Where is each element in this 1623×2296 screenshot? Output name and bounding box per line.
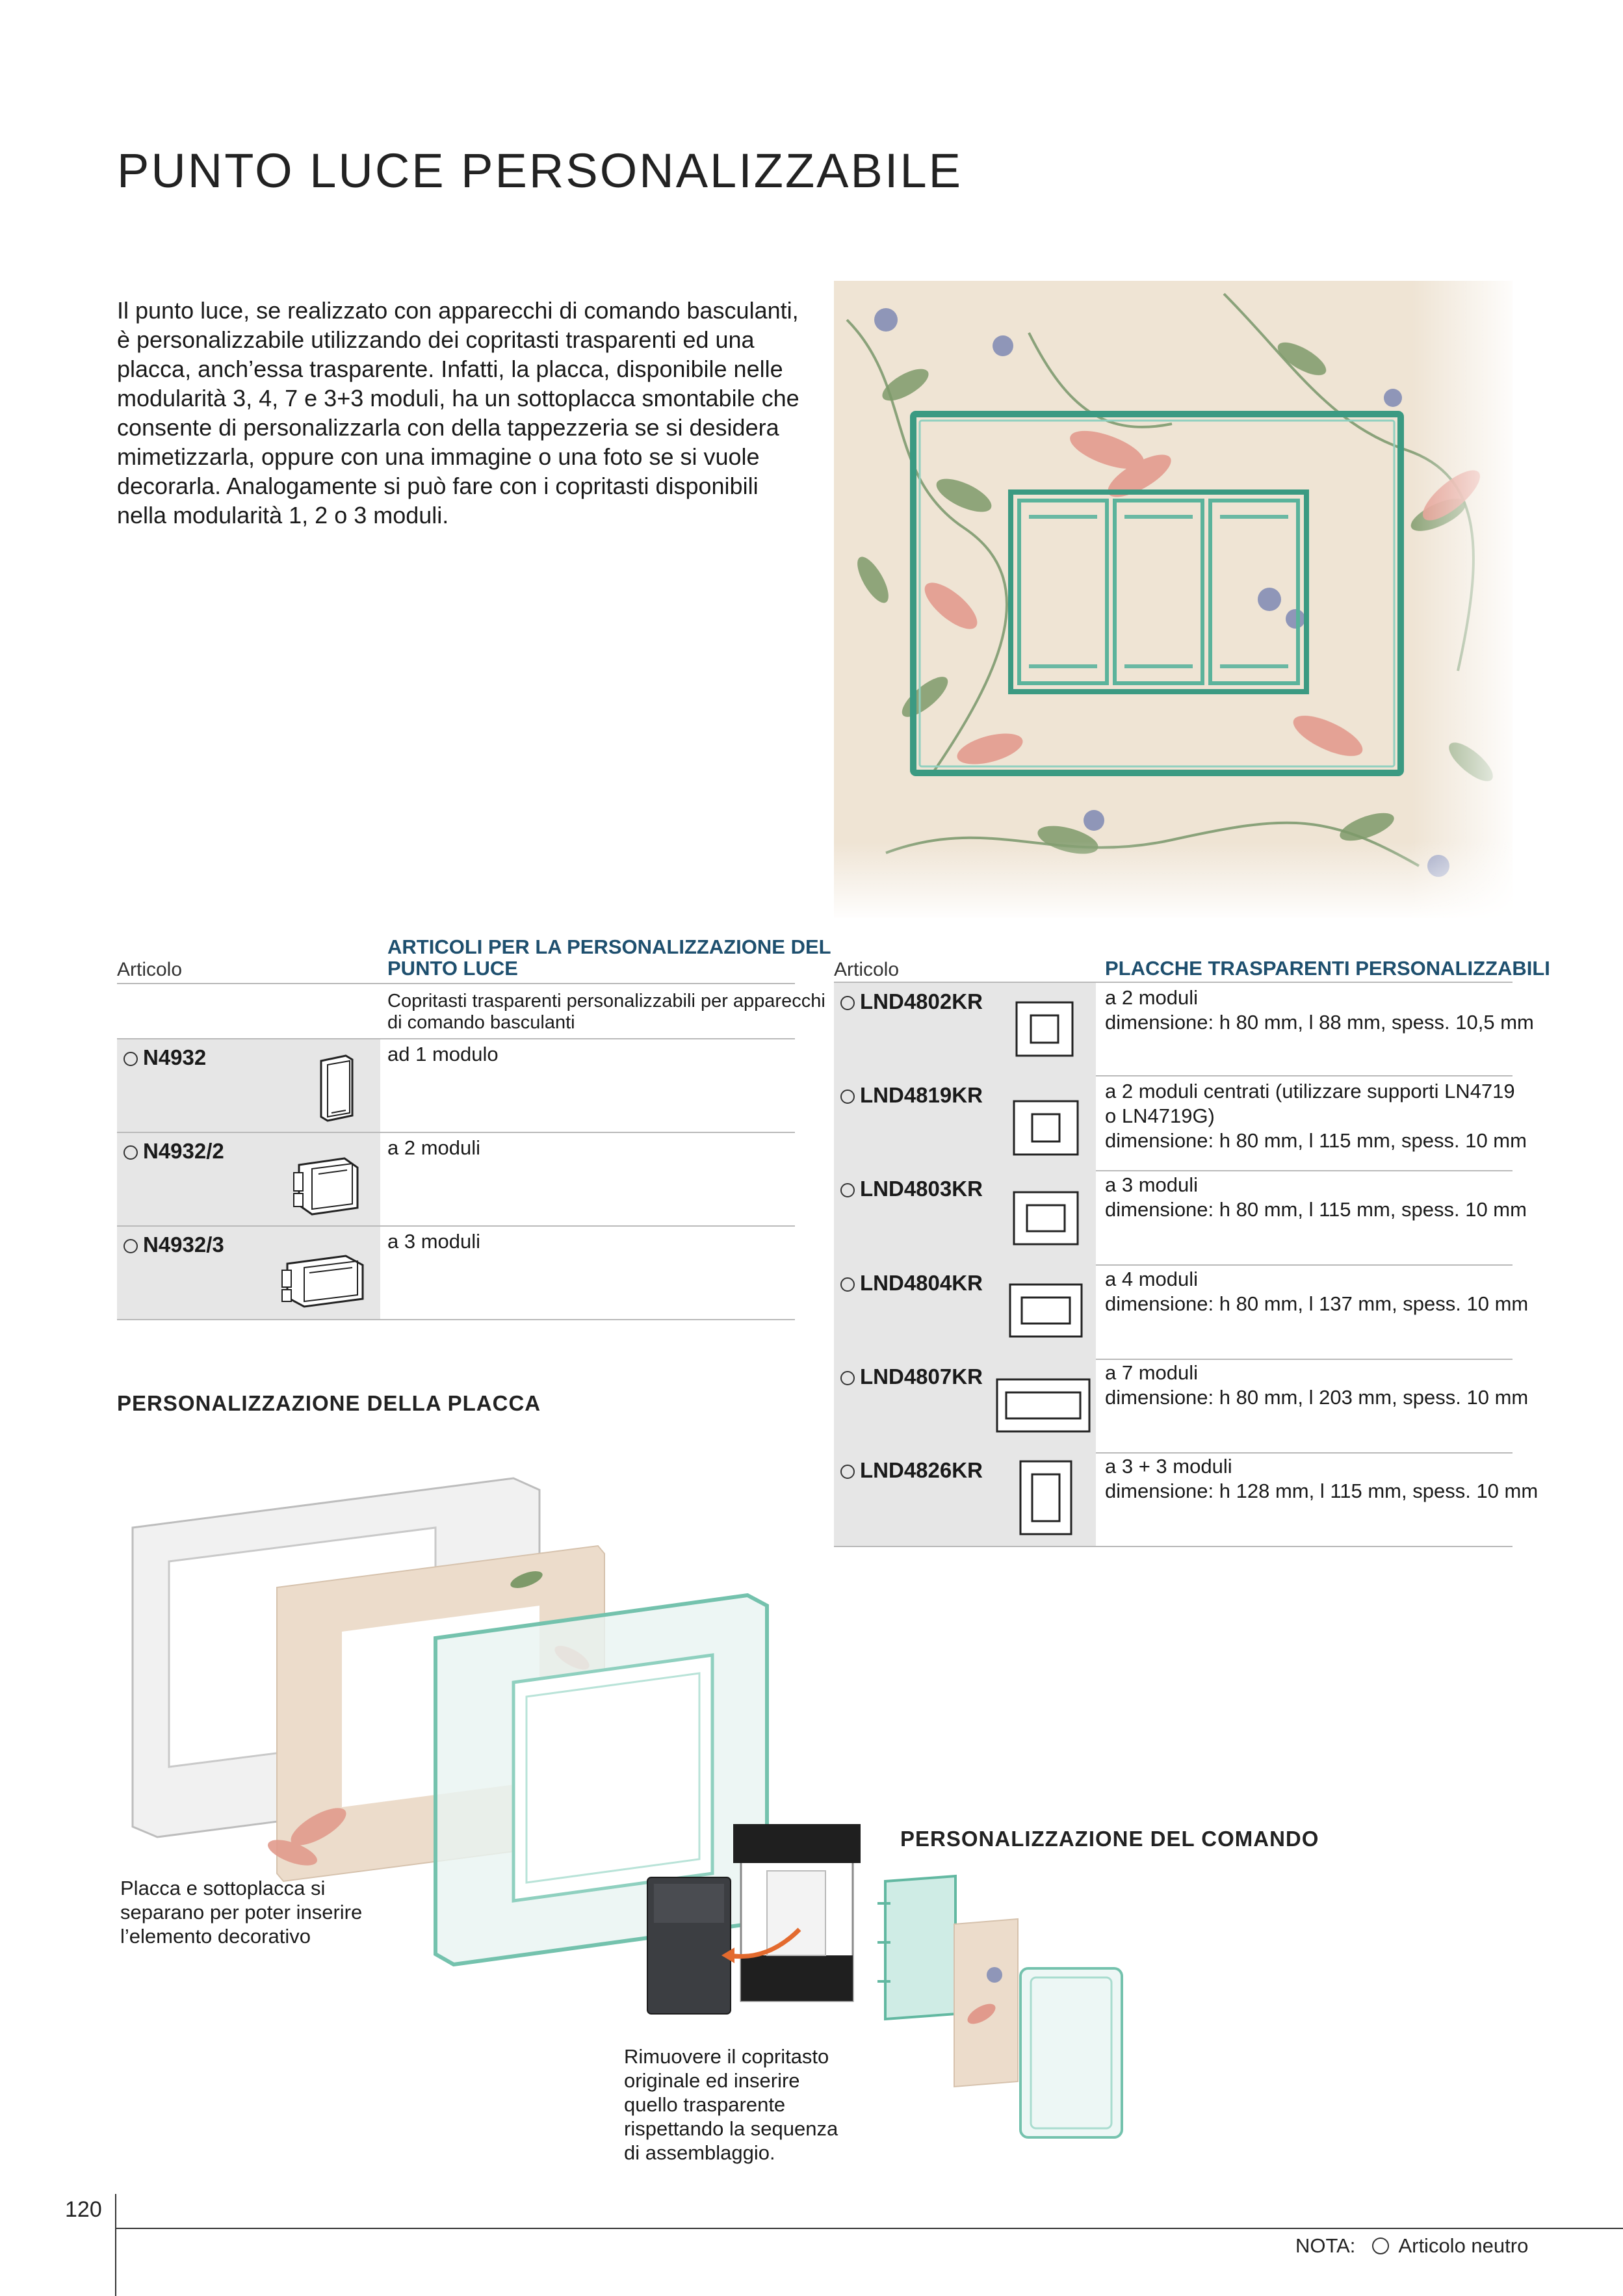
neutral-article-icon [123,1239,138,1253]
article-description-line: a 4 moduli [1105,1268,1199,1290]
caption-line: quello trasparente [624,2093,786,2116]
intro-line: Il punto luce, se realizzato con apparecchi di comando basculanti, [117,297,799,324]
article-description-line: dimensione: h 80 mm, l 88 mm, spess. 10,5 mm [1105,1011,1534,1034]
caption-comando [624,2044,838,2165]
plate-2-module-icon [1014,1000,1076,1060]
neutral-article-icon [840,1089,855,1104]
article-code-text: LND4803KR [860,1177,983,1201]
neutral-article-icon [840,1465,855,1479]
caption-line: rispettando la sequenza [624,2117,838,2140]
two-module-keycap-icon [292,1145,364,1217]
divider [117,983,795,984]
article-code [123,1045,206,1070]
divider [117,1319,795,1320]
article-description [1105,1173,1527,1222]
caption-placca [120,1876,362,1948]
intro-line: modularità 3, 4, 7 e 3+3 moduli, ha un sottoplacca smontabile che [117,385,799,411]
divider [1096,1170,1513,1171]
divider [1096,1075,1513,1076]
article-description: a 3 moduli [387,1230,481,1253]
article-description [1105,1454,1538,1504]
caption-line: separano per poter inserire [120,1901,363,1924]
article-description-line: a 3 moduli [1105,1173,1199,1196]
nota-label: NOTA: [1295,2234,1356,2257]
article-description-line: a 2 moduli centrati (utilizzare supporti LN4719 [1105,1080,1515,1102]
article-description-line: a 7 moduli [1105,1361,1199,1384]
left-table-heading-line: ARTICOLI PER LA PERSONALIZZAZIONE DEL [387,935,831,958]
article-description-line: a 3 + 3 moduli [1105,1455,1232,1478]
article-description: ad 1 modulo [387,1043,499,1065]
article-code-text: N4932/2 [143,1139,224,1163]
neutral-article-icon [1372,2237,1389,2254]
article-code [840,1364,983,1389]
article-code-text: LND4804KR [860,1271,983,1295]
article-description [1105,1361,1528,1410]
neutral-article-icon [840,996,855,1010]
right-col-label-articolo: Articolo [834,959,900,980]
footer-vertical-rule [115,2194,116,2296]
left-table-heading [387,936,831,979]
caption-line: di assemblaggio. [624,2141,775,2164]
neutral-article-icon [840,1183,855,1197]
section-heading-placca: PERSONALIZZAZIONE DELLA PLACCA [117,1391,541,1415]
hero-wallpaper-plate-image [834,281,1513,918]
article-description-line: dimensione: h 80 mm, l 115 mm, spess. 10 mm [1105,1198,1527,1221]
neutral-article-icon [840,1371,855,1385]
caption-line: Rimuovere il copritasto [624,2045,829,2068]
nota-text: Articolo neutro [1398,2234,1529,2257]
intro-line: è personalizzabile utilizzando dei copritasti trasparenti ed una [117,326,755,353]
divider [1096,1452,1513,1454]
article-description: a 2 moduli [387,1136,481,1159]
right-table-heading: PLACCHE TRASPARENTI PERSONALIZZABILI [1105,957,1550,980]
left-table-subheading-line: Copritasti trasparenti personalizzabili per apparecchi [387,991,825,1011]
plate-3-module-icon [1011,1190,1080,1247]
section-heading-comando: PERSONALIZZAZIONE DEL COMANDO [900,1827,1319,1851]
article-code [840,1458,983,1483]
wallpaper-plate-illustration [834,281,1513,918]
article-code [840,1177,983,1201]
divider [1096,1264,1513,1266]
left-col-label-articolo: Articolo [117,959,183,980]
neutral-article-icon [123,1052,138,1066]
article-description-line: dimensione: h 128 mm, l 115 mm, spess. 10 mm [1105,1480,1539,1502]
divider [1096,1359,1513,1360]
article-code-text: LND4807KR [860,1364,983,1389]
article-code-text: LND4802KR [860,989,983,1013]
article-code-text: N4932 [143,1045,207,1069]
article-code [840,989,983,1014]
caption-line: Placca e sottoplacca si [120,1877,326,1899]
article-description [1105,1267,1528,1316]
plate-4-module-icon [1007,1282,1084,1339]
article-description-line: dimensione: h 80 mm, l 137 mm, spess. 10 mm [1105,1292,1529,1315]
article-code-text: LND4826KR [860,1458,983,1482]
article-description-line: dimensione: h 80 mm, l 115 mm, spess. 10 mm [1105,1129,1527,1152]
caption-line: l’elemento decorativo [120,1925,311,1948]
article-code-text: N4932/3 [143,1233,224,1257]
article-description [1105,1079,1527,1153]
article-description-line: dimensione: h 80 mm, l 203 mm, spess. 10 mm [1105,1386,1529,1409]
intro-line: nella modularità 1, 2 o 3 moduli. [117,502,449,528]
page-number: 120 [65,2197,102,2222]
intro-line: decorarla. Analogamente si può fare con i copritasti disponibili [117,473,759,499]
plate-3plus3-module-icon [1018,1459,1074,1537]
left-table-heading-line: PUNTO LUCE [387,957,518,980]
article-description-line: o LN4719G) [1105,1104,1215,1127]
intro-paragraph [117,296,799,530]
article-code [123,1139,224,1164]
plate-2-module-centered-icon [1011,1099,1080,1157]
intro-line: placca, anch’essa trasparente. Infatti, la placca, disponibile nelle [117,356,783,382]
article-code [840,1271,983,1296]
footer-note [1295,2234,1528,2258]
three-module-keycap-icon [281,1242,369,1313]
divider [834,1546,1513,1547]
intro-line: mimetizzarla, oppure con una immagine o una foto se si vuole [117,443,760,470]
neutral-article-icon [840,1277,855,1292]
article-description-line: a 2 moduli [1105,986,1199,1009]
neutral-article-icon [123,1145,138,1160]
left-table-subheading-line: di comando basculanti [387,1012,575,1033]
article-code [123,1233,224,1257]
caption-line: originale ed inserire [624,2069,800,2092]
footer-horizontal-rule [115,2228,1623,2229]
article-description [1105,985,1534,1035]
page-title: PUNTO LUCE PERSONALIZZABILE [117,144,963,198]
article-code-text: LND4819KR [860,1083,983,1107]
plate-7-module-icon [994,1377,1092,1434]
single-module-keycap-icon [317,1053,356,1125]
left-table-subheading [387,991,825,1034]
article-code [840,1083,983,1108]
intro-line: consente di personalizzarla con della tappezzeria se si desidera [117,414,779,441]
